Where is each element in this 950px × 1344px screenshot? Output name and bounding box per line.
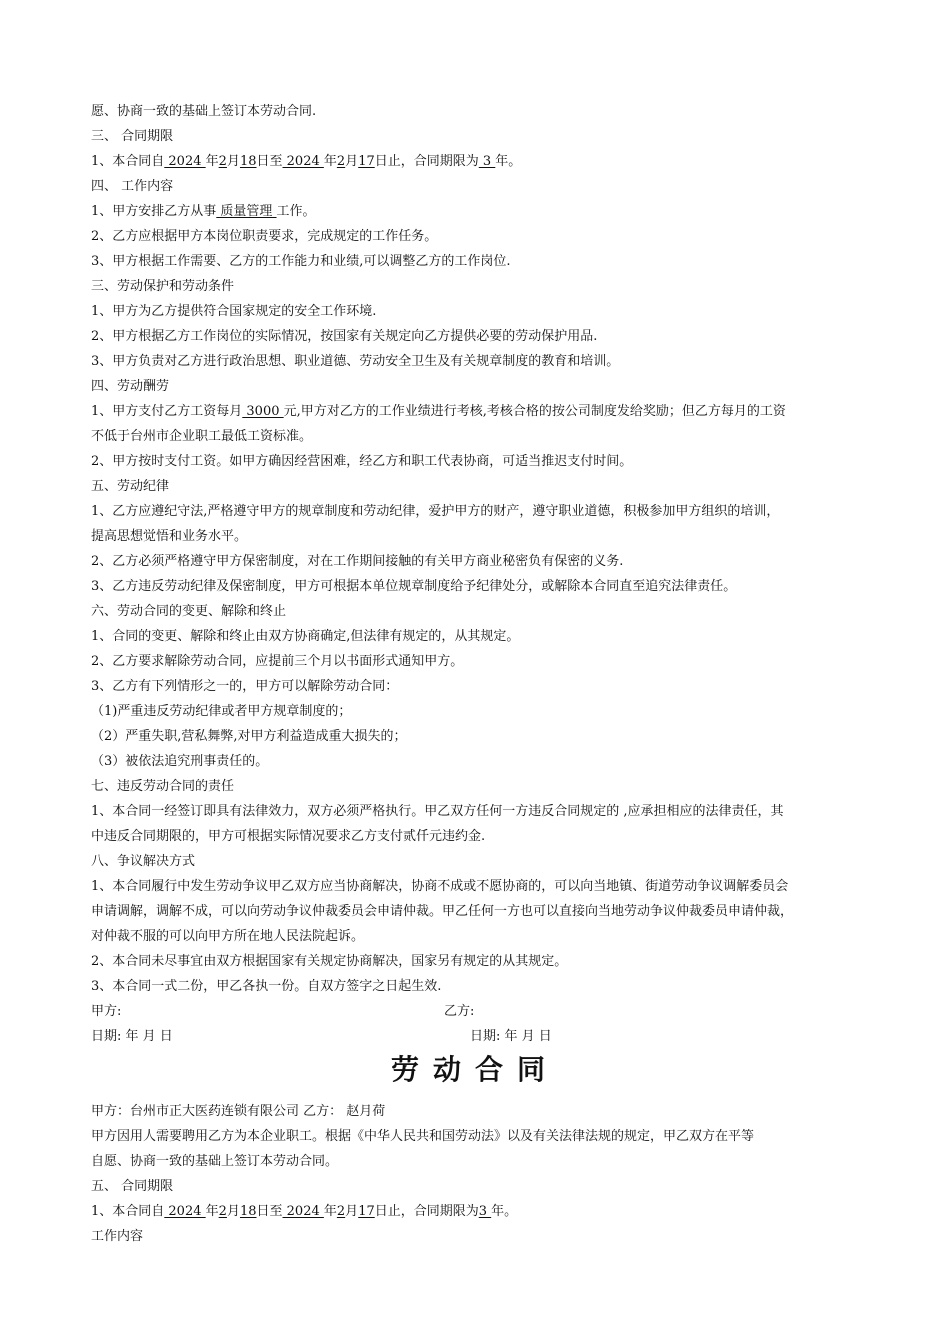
discipline-item-1: 1、乙方应遵纪守法,严格遵守甲方的规章制度和劳动纪律，爱护甲方的财产，遵守职业道德，积极参加甲方组织的培训， [91, 504, 780, 519]
protect-item-3: 3、甲方负责对乙方进行政治思想、职业道德、劳动安全卫生及有关规章制度的教育和培训。 [91, 354, 620, 369]
contract-title: 劳动合同 [390, 1053, 559, 1086]
end-month: 2 [336, 154, 346, 169]
start-year: 2024 [164, 1204, 206, 1219]
signature-party-a: 甲方: [91, 1004, 122, 1019]
parties-line: 甲方：台州市正大医药连锁有限公司 乙方： 赵月荷 [91, 1104, 386, 1119]
work-item-1: 1、甲方安排乙方从事 质量管理 工作。 [91, 204, 316, 219]
start-day: 18 [239, 1204, 257, 1219]
term-heading-2: 五、 合同期限 [91, 1179, 174, 1194]
discipline-item-3: 3、乙方违反劳动纪律及保密制度，甲方可根据本单位规章制度给予纪律处分，或解除本合同直至追究法律责任。 [91, 579, 737, 594]
salary-amount: 3000 [242, 404, 284, 419]
dispute-heading: 八、争议解决方式 [91, 854, 196, 869]
preamble-line-1: 甲方因用人需要聘用乙方为本企业职工。根据《中华人民共和国劳动法》以及有关法律法规的规定，甲乙双方在平等 [91, 1129, 755, 1144]
pay-heading: 四、劳动酬劳 [91, 379, 170, 394]
end-day: 17 [358, 154, 375, 169]
dispute-item-1-cont: 申请调解，调解不成，可以向劳动争议仲裁委员会申请仲裁。甲乙任何一方也可以直接向当地劳动争议仲裁委员申请仲裁， [91, 904, 794, 919]
discipline-heading: 五、劳动纪律 [91, 479, 170, 494]
change-item-2: 2、乙方要求解除劳动合同，应提前三个月以书面形式通知甲方。 [91, 654, 464, 669]
preamble-line-2: 自愿、协商一致的基础上签订本劳动合同。 [91, 1154, 339, 1169]
breach-heading: 七、违反劳动合同的责任 [91, 779, 235, 794]
intro-tail: 愿、协商一致的基础上签订本劳动合同. [91, 104, 317, 119]
term-line: 1、本合同自 2024 年2月18日至 2024 年2月17日止，合同期限为 3 年。 [91, 154, 522, 169]
end-year: 2024 [282, 1204, 324, 1219]
dispute-item-3: 3、本合同一式二份，甲乙各执一份。自双方签字之日起生效. [91, 979, 442, 994]
pay-item-1: 1、甲方支付乙方工资每月 3000 元,甲方对乙方的工作业绩进行考核,考核合格的按公司制度发给奖励；但乙方每月的工资 [91, 404, 786, 419]
discipline-item-1-cont: 提高思想觉悟和业务水平。 [91, 529, 248, 544]
date-party-b: 日期: 年 月 日 [470, 1029, 552, 1044]
breach-item-1: 1、本合同一经签订即具有法律效力，双方必须严格执行。甲乙双方任何一方违反合同规定的 ,应承担相应的法律责任，其 [91, 804, 784, 819]
term-years: 3 [478, 154, 496, 169]
start-day: 18 [239, 154, 257, 169]
end-day: 17 [358, 1204, 375, 1219]
change-item-1: 1、合同的变更、解除和终止由双方协商确定,但法律有规定的，从其规定。 [91, 629, 520, 644]
date-party-a: 日期: 年 月 日 [91, 1029, 173, 1044]
end-year: 2024 [282, 154, 324, 169]
term-heading: 三、 合同期限 [91, 129, 174, 144]
job-title: 质量管理 [216, 204, 277, 219]
change-heading: 六、劳动合同的变更、解除和终止 [91, 604, 287, 619]
work-item-3: 3、甲方根据工作需要、乙方的工作能力和业绩,可以调整乙方的工作岗位. [91, 254, 511, 269]
change-item-3b: （2）严重失职,营私舞弊,对甲方利益造成重大损失的； [91, 729, 407, 744]
term-years: 3 [478, 1204, 492, 1219]
term-line-2: 1、本合同自 2024 年2月18日至 2024 年2月17日止，合同期限为3 年。 [91, 1204, 518, 1219]
protect-item-1: 1、甲方为乙方提供符合国家规定的安全工作环境. [91, 304, 377, 319]
work-heading-2: 工作内容 [91, 1229, 144, 1244]
work-heading: 四、 工作内容 [91, 179, 174, 194]
change-item-3c: （3）被依法追究刑事责任的。 [91, 754, 269, 769]
signature-party-b: 乙方: [444, 1004, 475, 1019]
change-item-3a: （1)严重违反劳动纪律或者甲方规章制度的； [91, 704, 352, 719]
protect-heading: 三、劳动保护和劳动条件 [91, 279, 235, 294]
pay-item-2: 2、甲方按时支付工资。如甲方确因经营困难，经乙方和职工代表协商，可适当推迟支付时间。 [91, 454, 633, 469]
start-month: 2 [218, 154, 227, 169]
pay-item-1-cont: 不低于台州市企业职工最低工资标准。 [91, 429, 313, 444]
work-item-2: 2、乙方应根据甲方本岗位职责要求，完成规定的工作任务。 [91, 229, 438, 244]
protect-item-2: 2、甲方根据乙方工作岗位的实际情况，按国家有关规定向乙方提供必要的劳动保护用品. [91, 329, 598, 344]
start-year: 2024 [164, 154, 206, 169]
end-month: 2 [336, 1204, 346, 1219]
dispute-item-1-cont2: 对仲裁不服的可以向甲方所在地人民法院起诉。 [91, 929, 365, 944]
dispute-item-1: 1、本合同履行中发生劳动争议甲乙双方应当协商解决，协商不成或不愿协商的，可以向当地镇、街道劳动争议调解委员会 [91, 879, 789, 894]
breach-item-1-cont: 中违反合同期限的，甲方可根据实际情况要求乙方支付贰仟元违约金. [91, 829, 486, 844]
dispute-item-2: 2、本合同未尽事宜由双方根据国家有关规定协商解决，国家另有规定的从其规定。 [91, 954, 568, 969]
change-item-3: 3、乙方有下列情形之一的，甲方可以解除劳动合同： [91, 679, 399, 694]
start-month: 2 [218, 1204, 227, 1219]
discipline-item-2: 2、乙方必须严格遵守甲方保密制度，对在工作期间接触的有关甲方商业秘密负有保密的义务. [91, 554, 624, 569]
